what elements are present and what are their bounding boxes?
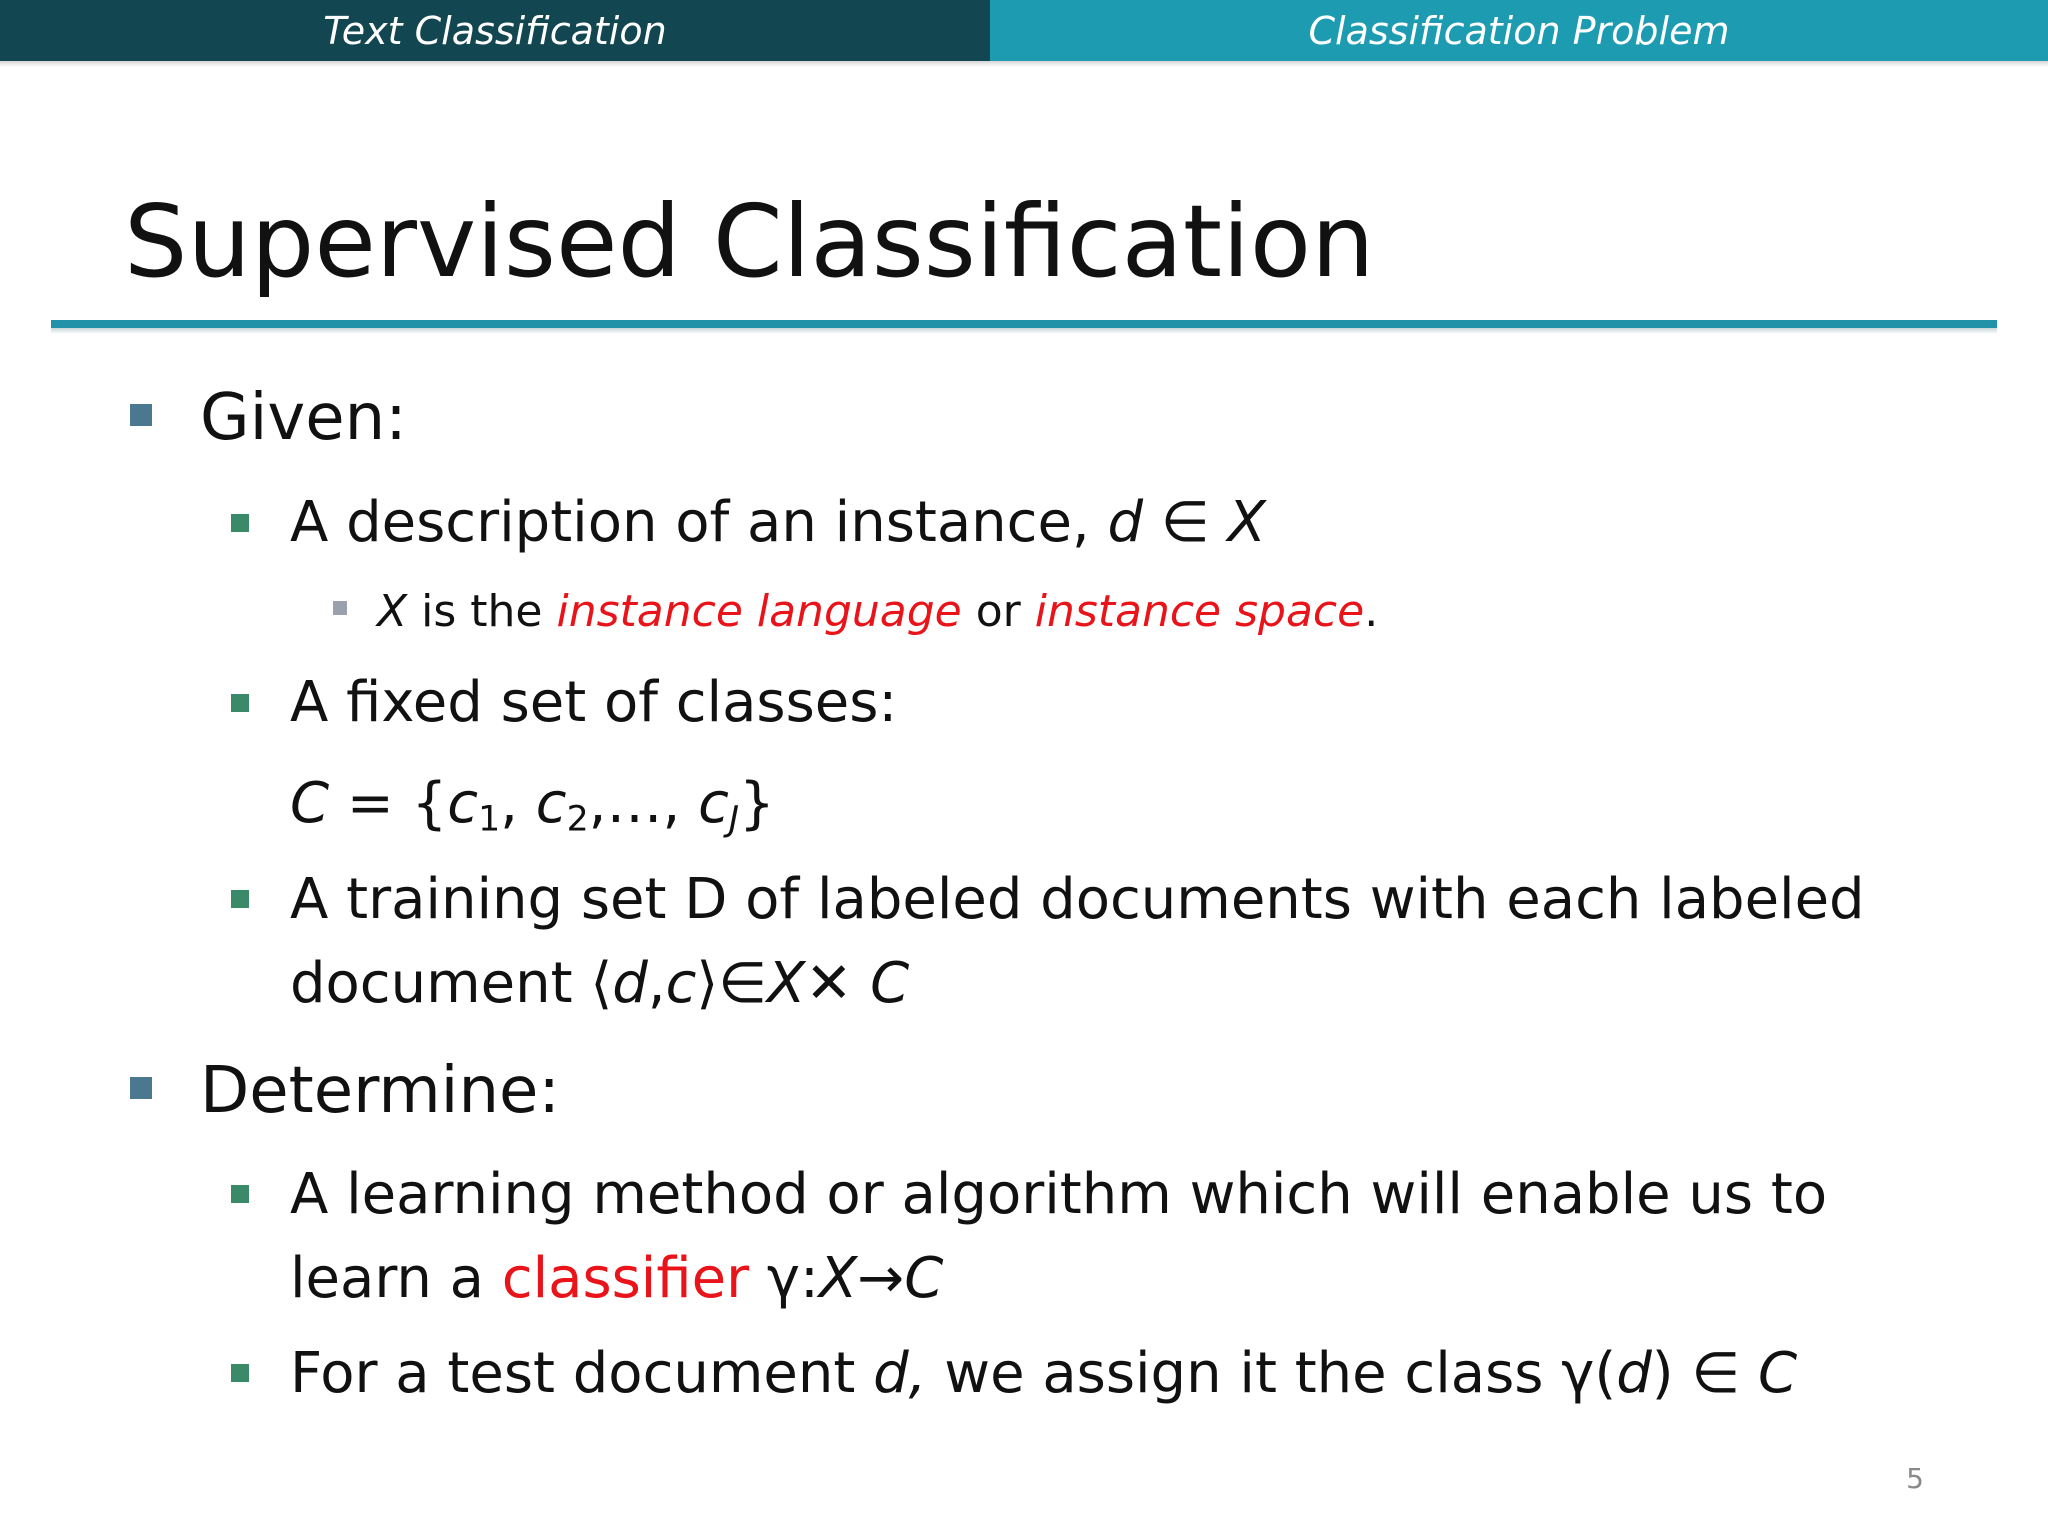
learning-method-item: A learning method or algorithm which will enable us to — [290, 1162, 1828, 1227]
page-number: 5 — [1906, 1462, 1924, 1495]
test-text: we assign it the class γ( — [926, 1341, 1617, 1406]
instance-description-item — [290, 489, 1266, 557]
bullet-icon — [231, 694, 249, 712]
training-text: document ⟨ — [290, 951, 613, 1016]
term-instance-space: instance space — [1034, 586, 1365, 637]
test-document-item — [290, 1340, 1797, 1408]
var-c: c — [535, 771, 567, 836]
learning-text: learn a — [290, 1246, 502, 1311]
learning-text: γ: — [749, 1246, 819, 1311]
training-text: , — [647, 951, 666, 1016]
formula-text: ,…, — [588, 771, 699, 836]
var-d: d — [1107, 490, 1144, 555]
bullet-icon — [231, 890, 249, 908]
training-set-item-cont — [290, 950, 909, 1018]
note-text: is the — [407, 586, 557, 637]
var-d: d, — [873, 1341, 927, 1406]
bullet-icon — [333, 601, 347, 615]
cross-product-symbol: ✕ — [805, 951, 871, 1016]
var-c: c — [698, 771, 729, 836]
classes-item: A fixed set of classes: — [290, 670, 898, 735]
bullet-icon — [231, 1364, 249, 1382]
formula-text: = { — [329, 771, 448, 836]
term-classifier: classifier — [501, 1246, 750, 1311]
bullet-icon — [130, 404, 152, 426]
training-text: ⟩∈ — [696, 951, 767, 1016]
var-X: X — [1227, 490, 1266, 555]
determine-heading: Determine: — [200, 1054, 560, 1128]
instance-description-text: A description of an instance, — [290, 490, 1108, 555]
var-C: C — [904, 1246, 944, 1311]
test-text: ) ∈ — [1651, 1341, 1758, 1406]
instance-space-note — [377, 585, 1378, 639]
var-c: c — [447, 771, 479, 836]
note-text: or — [961, 586, 1035, 637]
subscript: 1 — [478, 799, 501, 840]
section-tab-left: Text Classification — [0, 0, 990, 61]
var-C: C — [1758, 1341, 1798, 1406]
title-underline-shadow — [51, 328, 1997, 334]
learning-method-item-cont — [290, 1245, 943, 1313]
test-text: For a test document — [290, 1341, 874, 1406]
var-X: X — [767, 951, 806, 1016]
section-header-bar — [0, 0, 2048, 61]
classes-set-formula — [290, 770, 775, 838]
var-C: C — [290, 771, 330, 836]
subscript: J — [728, 799, 740, 840]
subscript: 2 — [566, 799, 589, 840]
note-period: . — [1364, 586, 1379, 637]
term-instance-language: instance language — [556, 586, 962, 637]
var-d: d — [612, 951, 648, 1016]
header-shadow — [0, 61, 2048, 67]
slide-title: Supervised Classification — [124, 183, 1375, 300]
section-tab-right: Classification Problem — [990, 0, 2048, 61]
var-X: X — [818, 1246, 858, 1311]
bullet-icon — [231, 1185, 249, 1203]
given-heading: Given: — [200, 381, 407, 455]
element-of-symbol: ∈ — [1143, 490, 1228, 555]
training-set-item: A training set D of labeled documents with each labeled — [290, 867, 1865, 932]
arrow-symbol: → — [857, 1246, 905, 1311]
formula-text: } — [739, 771, 775, 836]
var-c: c — [665, 951, 697, 1016]
bullet-icon — [231, 514, 249, 532]
title-underline — [51, 320, 1997, 328]
var-d: d — [1616, 1341, 1652, 1406]
formula-text: , — [500, 771, 536, 836]
bullet-icon — [130, 1077, 152, 1099]
var-C: C — [870, 951, 910, 1016]
var-X: X — [377, 586, 408, 637]
